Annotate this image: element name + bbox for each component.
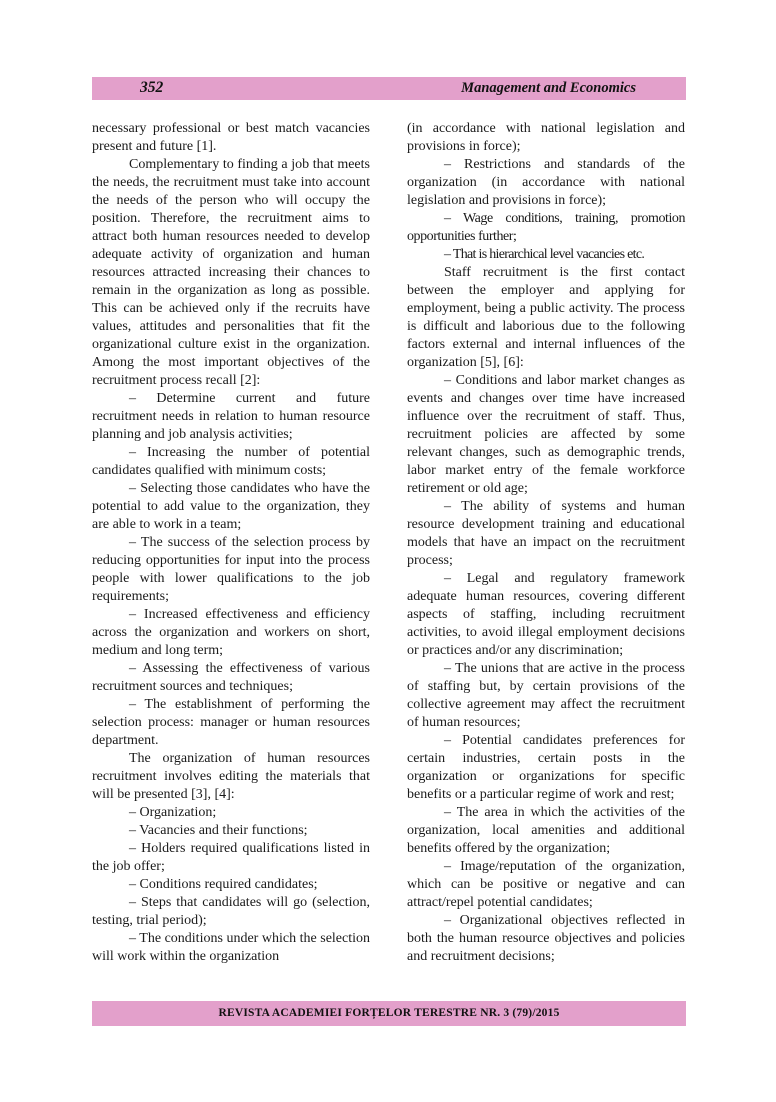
journal-section-title: Management and Economics bbox=[461, 80, 636, 96]
paragraph: – The establishment of performing the selection process: manager or human resources department. bbox=[92, 697, 370, 748]
paragraph: – Determine current and future recruitment needs in relation to human resource planning and job analysis activities; bbox=[92, 391, 370, 442]
paragraph: – Steps that candidates will go (selection, testing, trial period); bbox=[92, 895, 370, 928]
paragraph: (in accordance with national legislation and provisions in force); bbox=[407, 121, 685, 154]
paragraph: – Selecting those candidates who have the potential to add value to the organization, they are able to work in a team; bbox=[92, 481, 370, 532]
paragraph: – The ability of systems and human resource development training and educational models that have an impact on the recruitment process; bbox=[407, 499, 685, 568]
right-text-column bbox=[407, 120, 685, 966]
paragraph: – Conditions and labor market changes as events and changes over time have increased influence over the recruitment of staff. Thus, recruitment policies are affected by some relevant changes, such as demographic trends, labor market entry of the female workforce retirement or old age; bbox=[407, 373, 685, 496]
left-text-column bbox=[92, 120, 370, 966]
paragraph: – Vacancies and their functions; bbox=[129, 823, 308, 838]
paragraph: – Holders required qualifications listed in the job offer; bbox=[92, 841, 370, 874]
paragraph: – Organization; bbox=[129, 805, 217, 820]
page-number: 352 bbox=[140, 79, 164, 96]
paragraph: The organization of human resources recruitment involves editing the materials that will be presented [3], [4]: bbox=[92, 751, 370, 802]
paragraph: – Increasing the number of potential candidates qualified with minimum costs; bbox=[92, 445, 370, 478]
paragraph: – Assessing the effectiveness of various recruitment sources and techniques; bbox=[92, 661, 370, 694]
paragraph: – Restrictions and standards of the organization (in accordance with national legislation and provisions in force); bbox=[407, 157, 685, 208]
paragraph: – Legal and regulatory framework adequate human resources, covering different aspects of staffing, including recruitment activities, to avoid illegal employment decisions or practices and/or any discrimination; bbox=[407, 571, 685, 658]
paragraph: necessary professional or best match vacancies present and future [1]. bbox=[92, 121, 370, 154]
paragraph: – The area in which the activities of the organization, local amenities and additional benefits offered by the organization; bbox=[407, 805, 685, 856]
paragraph: – Increased effectiveness and efficiency across the organization and workers on short, medium and long term; bbox=[92, 607, 370, 658]
paragraph: – The success of the selection process by reducing opportunities for input into the process people with lower qualifications to the job requirements; bbox=[92, 535, 370, 604]
paragraph: Staff recruitment is the first contact between the employer and applying for employment, being a public activity. The process is difficult and laborious due to the following factors external and internal influences of the organization [5], [6]: bbox=[407, 265, 685, 370]
paragraph: – Conditions required candidates; bbox=[129, 877, 318, 892]
paragraph: – The conditions under which the selection will work within the organization bbox=[92, 931, 370, 964]
paragraph: – Organizational objectives reflected in both the human resource objectives and policies and recruitment decisions; bbox=[407, 913, 685, 964]
running-header bbox=[92, 77, 686, 100]
paragraph: – That is hierarchical level vacancies etc. bbox=[444, 247, 645, 262]
paragraph: Complementary to finding a job that meets the needs, the recruitment must take into account the needs of the person who will occupy the position. Therefore, the recruitment aims to attract both human resources needed to develop adequate activity of organization and human resources attracted increasing their chances to remain in the organization as long as possible. This can be achieved only if the recruits have values, attitudes and personalities that fit the organizational culture exist in the organization. Among the most important objectives of the recruitment process recall [2]: bbox=[92, 157, 370, 388]
running-footer: REVISTA ACADEMIEI FORȚELOR TERESTRE NR. 3 (79)/2015 bbox=[92, 1001, 686, 1026]
paragraph: – Wage conditions, training, promotion opportunities further; bbox=[407, 211, 685, 244]
paragraph: – Potential candidates preferences for certain industries, certain posts in the organization or organizations for specific benefits or a particular regime of work and rest; bbox=[407, 733, 685, 802]
paragraph: – The unions that are active in the process of staffing but, by certain provisions of the collective agreement may affect the recruitment of human resources; bbox=[407, 661, 685, 730]
paragraph: – Image/reputation of the organization, which can be positive or negative and can attract/repel potential candidates; bbox=[407, 859, 685, 910]
